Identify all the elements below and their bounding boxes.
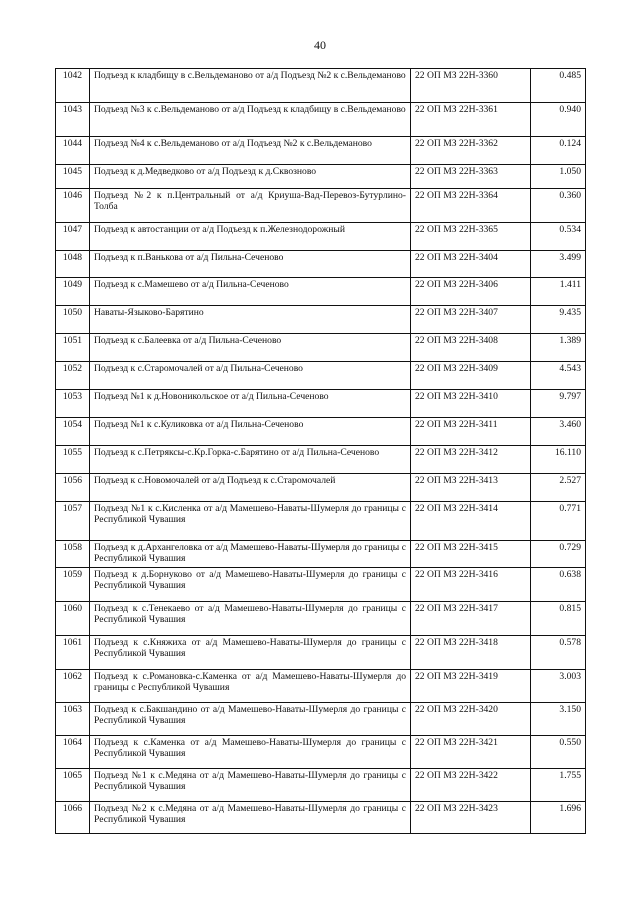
- road-length: 0.485: [531, 69, 586, 103]
- road-length: 1.050: [531, 165, 586, 189]
- road-length: 1.696: [531, 802, 586, 834]
- road-length: 0.534: [531, 223, 586, 251]
- road-code: 22 ОП МЗ 22Н-3365: [411, 223, 531, 251]
- road-code: 22 ОП МЗ 22Н-3417: [411, 602, 531, 636]
- road-name: Подъезд к д.Борнуково от а/д Мамешево-Наваты-Шумерля до границы с Республикой Чувашия: [90, 568, 411, 602]
- road-name: Подъезд к д.Архангеловка от а/д Мамешево-Наваты-Шумерля до границы с Республикой Чувашия: [90, 541, 411, 568]
- table-row: [56, 251, 586, 278]
- road-name: Подъезд к кладбищу в с.Вельдеманово от а/д Подъезд №2 к с.Вельдеманово: [90, 69, 411, 103]
- row-number: 1051: [56, 334, 90, 362]
- road-length: 0.940: [531, 103, 586, 137]
- table-row: [56, 636, 586, 670]
- road-code: 22 ОП МЗ 22Н-3360: [411, 69, 531, 103]
- row-number: 1044: [56, 137, 90, 165]
- table-row: [56, 362, 586, 390]
- table-row: [56, 602, 586, 636]
- row-number: 1042: [56, 69, 90, 103]
- row-number: 1061: [56, 636, 90, 670]
- row-number: 1060: [56, 602, 90, 636]
- row-number: 1066: [56, 802, 90, 834]
- table-row: [56, 390, 586, 418]
- row-number: 1055: [56, 446, 90, 474]
- road-length: 9.797: [531, 390, 586, 418]
- row-number: 1054: [56, 418, 90, 446]
- road-code: 22 ОП МЗ 22Н-3416: [411, 568, 531, 602]
- road-length: 1.411: [531, 278, 586, 306]
- road-name: Подъезд к д.Медведково от а/д Подъезд к д.Сквозново: [90, 165, 411, 189]
- road-name: Подъезд к с.Бакшандино от а/д Мамешево-Наваты-Шумерля до границы с Республикой Чувашия: [90, 703, 411, 736]
- road-name: Подъезд к с.Каменка от а/д Мамешево-Наваты-Шумерля до границы с Республикой Чувашия: [90, 736, 411, 769]
- row-number: 1065: [56, 769, 90, 802]
- road-code: 22 ОП МЗ 22Н-3411: [411, 418, 531, 446]
- row-number: 1045: [56, 165, 90, 189]
- table-row: [56, 103, 586, 137]
- road-code: 22 ОП МЗ 22Н-3362: [411, 137, 531, 165]
- table-row: [56, 703, 586, 736]
- road-length: 2.527: [531, 474, 586, 502]
- road-length: 1.755: [531, 769, 586, 802]
- road-code: 22 ОП МЗ 22Н-3361: [411, 103, 531, 137]
- table-row: [56, 670, 586, 703]
- road-code: 22 ОП МЗ 22Н-3413: [411, 474, 531, 502]
- road-length: 0.729: [531, 541, 586, 568]
- table-row: [56, 541, 586, 568]
- road-name: Подъезд к с.Новомочалей от а/д Подъезд к с.Старомочалей: [90, 474, 411, 502]
- table-row: [56, 334, 586, 362]
- road-name: Подъезд №3 к с.Вельдеманово от а/д Подъезд к кладбищу в с.Вельдеманово: [90, 103, 411, 137]
- row-number: 1047: [56, 223, 90, 251]
- road-code: 22 ОП МЗ 22Н-3422: [411, 769, 531, 802]
- row-number: 1059: [56, 568, 90, 602]
- row-number: 1053: [56, 390, 90, 418]
- page-number: 40: [314, 38, 326, 52]
- table-row: [56, 418, 586, 446]
- road-code: 22 ОП МЗ 22Н-3407: [411, 306, 531, 334]
- road-length: 0.771: [531, 502, 586, 541]
- road-name: Подъезд к с.Тенекаево от а/д Мамешево-Наваты-Шумерля до границы с Республикой Чувашия: [90, 602, 411, 636]
- table-row: [56, 223, 586, 251]
- table-row: [56, 165, 586, 189]
- road-code: 22 ОП МЗ 22Н-3420: [411, 703, 531, 736]
- road-code: 22 ОП МЗ 22Н-3404: [411, 251, 531, 278]
- row-number: 1049: [56, 278, 90, 306]
- row-number: 1056: [56, 474, 90, 502]
- road-length: 3.003: [531, 670, 586, 703]
- road-code: 22 ОП МЗ 22Н-3419: [411, 670, 531, 703]
- row-number: 1057: [56, 502, 90, 541]
- road-name: Подъезд №1 к с.Медяна от а/д Мамешево-Наваты-Шумерля до границы с Республикой Чувашия: [90, 769, 411, 802]
- row-number: 1046: [56, 189, 90, 223]
- row-number: 1052: [56, 362, 90, 390]
- row-number: 1050: [56, 306, 90, 334]
- road-code: 22 ОП МЗ 22Н-3409: [411, 362, 531, 390]
- road-name: Подъезд №1 к д.Новоникольское от а/д Пильна-Сеченово: [90, 390, 411, 418]
- road-length: 0.815: [531, 602, 586, 636]
- road-name: Подъезд к с.Старомочалей от а/д Пильна-Сеченово: [90, 362, 411, 390]
- road-code: 22 ОП МЗ 22Н-3414: [411, 502, 531, 541]
- road-name: Подъезд к с.Княжиха от а/д Мамешево-Наваты-Шумерля до границы с Республикой Чувашия: [90, 636, 411, 670]
- road-length: 3.499: [531, 251, 586, 278]
- road-code: 22 ОП МЗ 22Н-3418: [411, 636, 531, 670]
- road-code: 22 ОП МЗ 22Н-3410: [411, 390, 531, 418]
- road-code: 22 ОП МЗ 22Н-3421: [411, 736, 531, 769]
- road-code: 22 ОП МЗ 22Н-3415: [411, 541, 531, 568]
- road-name: Подъезд к автостанции от а/д Подъезд к п.Железнодорожный: [90, 223, 411, 251]
- table-row: [56, 802, 586, 834]
- road-length: 9.435: [531, 306, 586, 334]
- road-name: Подъезд №2 к п.Центральный от а/д Криуша-Вад-Перевоз-Бутурлино-Толба: [90, 189, 411, 223]
- road-name: Подъезд к с.Романовка-с.Каменка от а/д Мамешево-Наваты-Шумерля до границы с Республикой Чувашия: [90, 670, 411, 703]
- road-length: 0.638: [531, 568, 586, 602]
- road-code: 22 ОП МЗ 22Н-3423: [411, 802, 531, 834]
- row-number: 1043: [56, 103, 90, 137]
- road-length: 0.124: [531, 137, 586, 165]
- road-name: Подъезд к с.Мамешево от а/д Пильна-Сеченово: [90, 278, 411, 306]
- table-row: [56, 278, 586, 306]
- row-number: 1048: [56, 251, 90, 278]
- road-name: Подъезд к с.Балеевка от а/д Пильна-Сеченово: [90, 334, 411, 362]
- road-name: Наваты-Языково-Барятино: [90, 306, 411, 334]
- road-name: Подъезд №2 к с.Медяна от а/д Мамешево-Наваты-Шумерля до границы с Республикой Чувашия: [90, 802, 411, 834]
- road-length: 3.460: [531, 418, 586, 446]
- row-number: 1062: [56, 670, 90, 703]
- table-row: [56, 189, 586, 223]
- road-length: 1.389: [531, 334, 586, 362]
- road-code: 22 ОП МЗ 22Н-3364: [411, 189, 531, 223]
- road-name: Подъезд к с.Петряксы-с.Кр.Горка-с.Барятино от а/д Пильна-Сеченово: [90, 446, 411, 474]
- road-code: 22 ОП МЗ 22Н-3408: [411, 334, 531, 362]
- road-length: 0.360: [531, 189, 586, 223]
- road-name: Подъезд №1 к с.Куликовка от а/д Пильна-Сеченово: [90, 418, 411, 446]
- road-length: 16.110: [531, 446, 586, 474]
- row-number: 1064: [56, 736, 90, 769]
- road-registry-table: [55, 68, 586, 834]
- table-row: [56, 137, 586, 165]
- table-row: [56, 446, 586, 474]
- road-name: Подъезд №1 к с.Кисленка от а/д Мамешево-Наваты-Шумерля до границы с Республикой Чувашия: [90, 502, 411, 541]
- road-length: 0.578: [531, 636, 586, 670]
- road-code: 22 ОП МЗ 22Н-3412: [411, 446, 531, 474]
- row-number: 1058: [56, 541, 90, 568]
- table-row: [56, 769, 586, 802]
- table-row: [56, 474, 586, 502]
- road-length: 3.150: [531, 703, 586, 736]
- table-row: [56, 306, 586, 334]
- row-number: 1063: [56, 703, 90, 736]
- table-row: [56, 736, 586, 769]
- road-length: 0.550: [531, 736, 586, 769]
- table-row: [56, 502, 586, 541]
- road-name: Подъезд к п.Ванькова от а/д Пильна-Сеченово: [90, 251, 411, 278]
- table-row: [56, 69, 586, 103]
- road-code: 22 ОП МЗ 22Н-3363: [411, 165, 531, 189]
- road-code: 22 ОП МЗ 22Н-3406: [411, 278, 531, 306]
- table-row: [56, 568, 586, 602]
- road-length: 4.543: [531, 362, 586, 390]
- road-name: Подъезд №4 к с.Вельдеманово от а/д Подъезд №2 к с.Вельдеманово: [90, 137, 411, 165]
